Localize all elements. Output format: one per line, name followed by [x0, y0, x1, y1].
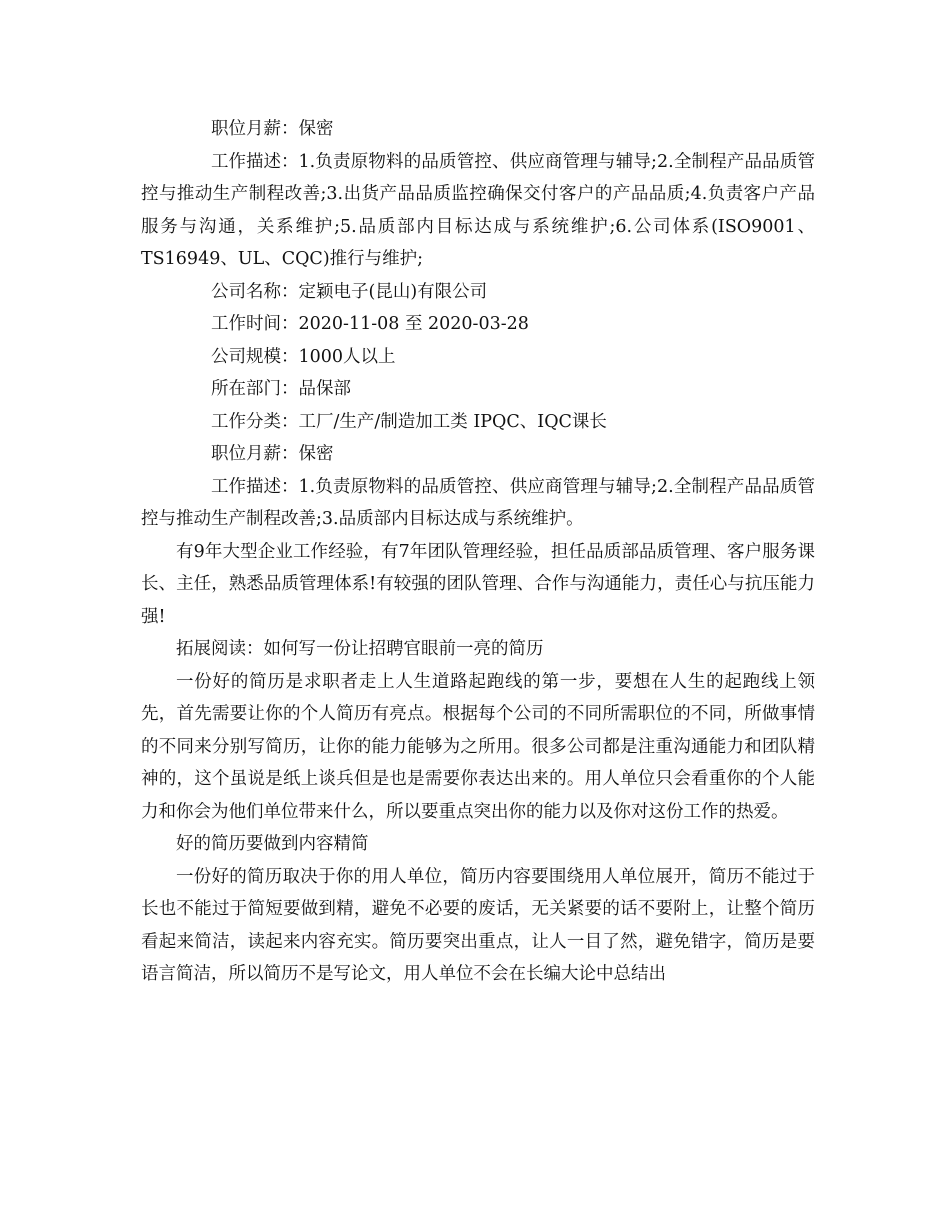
body-paragraph: 一份好的简历是求职者走上人生道路起跑线的第一步，要想在人生的起跑线上领先，首先需要让你的个人简历有亮点。根据每个公司的不同所需职位的不同，所做事情的不同来分别写简历，让你的能力能够为之所用。很多公司都是注重沟通能力和团队精神的，这个虽说是纸上谈兵但是也是需要你表达出来的。用人单位只会看重你的个人能力和你会为他们单位带来什么，所以要重点突出你的能力以及你对这份工作的热爱。 — [141, 671, 815, 822]
field-value: 品保部 — [298, 379, 351, 399]
self-evaluation-paragraph: 有9年大型企业工作经验，有7年团队管理经验，担任品质部品质管理、客户服务课长、主任，熟悉品质管理体系!有较强的团队管理、合作与沟通能力，责任心与抗压能力强! — [141, 541, 815, 627]
field-label: 工作分类： — [211, 411, 299, 432]
field-value: 1000人以上 — [298, 346, 396, 367]
field-value: 保密 — [298, 119, 334, 139]
field-job-description — [141, 471, 815, 536]
field-label: 所在部门： — [211, 379, 299, 399]
field-job-description — [141, 146, 815, 276]
field-label: 公司名称： — [211, 281, 299, 302]
field-value: 定颖电子(昆山)有限公司 — [298, 281, 488, 302]
field-value: 1.负责原物料的品质管控、供应商管理与辅导;2.全制程产品品质管控与推动生产制程改善;3.出货产品品质监控确保交付客户的产品品质;4.负责客户产品服务与沟通，关系维护;5.品质部内目标达成与系统维护;6.公司体系(ISO9001、TS16949、UL、CQC)推行与维护; — [141, 151, 815, 269]
field-company-size — [141, 341, 815, 374]
body-paragraph: 一份好的简历取决于你的用人单位，简历内容要围绕用人单位展开，简历不能过于长也不能过于简短要做到精，避免不必要的废话，无关紧要的话不要附上，让整个简历看起来简洁，读起来内容充实。简历要突出重点，让人一目了然，避免错字，简历是要语言简洁，所以简历不是写论文，用人单位不会在长编大论中总结出 — [141, 866, 815, 984]
field-label: 公司规模： — [211, 346, 299, 367]
field-department — [141, 373, 815, 406]
field-value: 保密 — [298, 444, 334, 464]
field-company-name — [141, 276, 815, 309]
field-monthly-salary — [141, 438, 815, 471]
field-label: 职位月薪： — [211, 444, 299, 464]
field-label: 工作描述： — [211, 151, 299, 172]
field-label: 工作描述： — [211, 476, 299, 497]
field-work-period — [141, 308, 815, 341]
section-heading: 好的简历要做到内容精简 — [176, 834, 369, 854]
field-value: 1.负责原物料的品质管控、供应商管理与辅导;2.全制程产品品质管控与推动生产制程改善;3.品质部内目标达成与系统维护。 — [141, 476, 815, 529]
field-value: 2020-11-08 至 2020-03-28 — [298, 314, 529, 334]
field-job-category — [141, 406, 815, 439]
section-heading: 拓展阅读：如何写一份让招聘官眼前一亮的简历 — [176, 639, 544, 659]
field-label: 工作时间： — [211, 314, 299, 334]
field-value: 工厂/生产/制造加工类 IPQC、IQC课长 — [298, 411, 607, 432]
field-monthly-salary — [141, 113, 815, 146]
field-label: 职位月薪： — [211, 119, 299, 139]
